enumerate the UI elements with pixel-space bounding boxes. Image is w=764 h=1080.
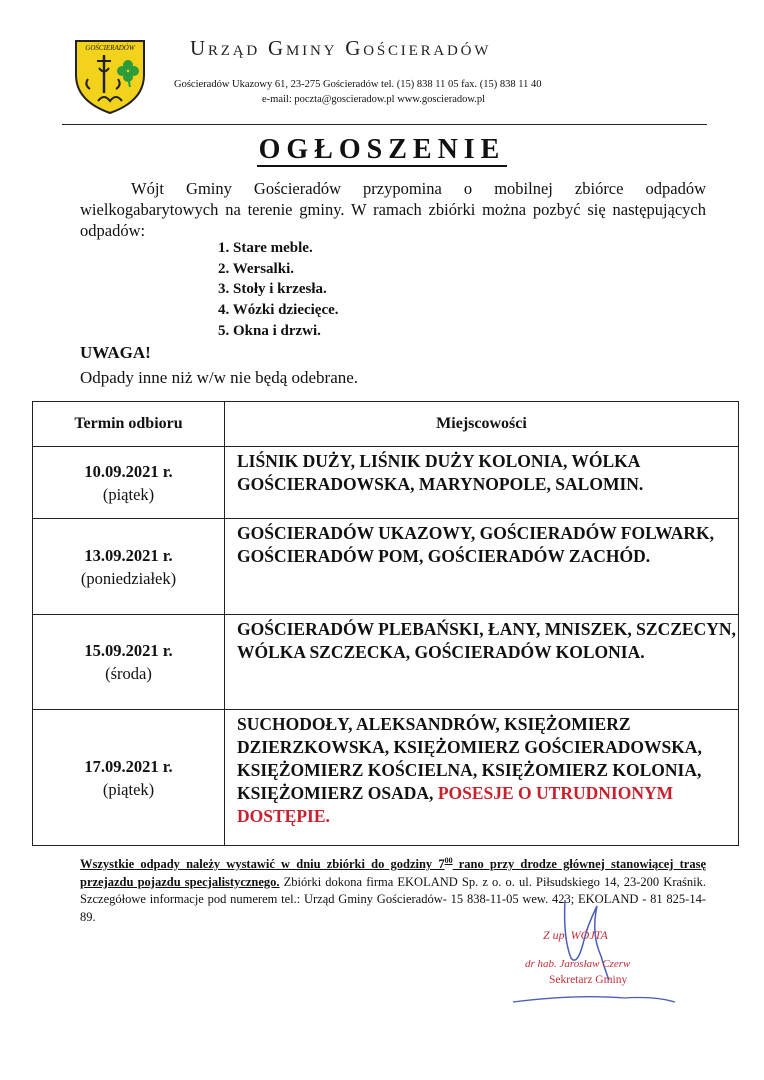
places-cell — [225, 519, 739, 615]
places-cell — [225, 710, 739, 846]
stamp-line-1: Z up. WÓJTA — [543, 928, 608, 942]
waste-items-list — [218, 238, 339, 342]
footer-underlined-text-2: rano przy drodze głównej stanowiącej trasę przejazdu pojazdu specjalistycznego. — [80, 857, 706, 889]
heading-text: OGŁOSZENIE — [258, 134, 506, 165]
table-header-row — [33, 402, 739, 447]
pickup-weekday: (piątek) — [102, 484, 155, 504]
pickup-date: 15.09.2021 r. — [84, 641, 173, 660]
footer-details: Zbiórki dokona firma EKOLAND Sp. z o. o. ul. Piłsudskiego 14, 23-200 Kraśnik. Szczegółowe informacje pod numerem tel.: Urząd Gminy Gościeradów- 15 838-11-05 wew. 423; EKOLAND - 81 825-14-89. — [80, 874, 706, 924]
office-title: Urząd Gminy Gościeradów — [190, 36, 492, 60]
pickup-date: 10.09.2021 r. — [84, 461, 173, 481]
list-item: 5. Okna i drzwi. — [218, 322, 321, 339]
list-item: 3. Stoły i krzesła. — [218, 281, 327, 298]
schedule-table — [32, 401, 739, 846]
announcement-heading — [0, 134, 764, 166]
table-row — [33, 710, 739, 846]
intro-text: Wójt Gminy Gościeradów przypomina o mobilnej zbiórce odpadów wielkogabarytowych na terenie gminy. W ramach zbiórki można pozbyć się następujących odpadów: — [80, 179, 706, 240]
handwritten-signature-icon — [505, 898, 695, 1008]
places-text: SUCHODOŁY, ALEKSANDRÓW, KSIĘŻOMIERZ DZIERZKOWSKA, KSIĘŻOMIERZ GOŚCIERADOWSKA, KSIĘŻOMIERZ KOŚCIELNA, KSIĘŻOMIERZ KOLONIA, KSIĘŻOMIERZ OSADA, — [237, 714, 702, 803]
intro-paragraph — [80, 178, 706, 241]
pickup-weekday: (piątek) — [102, 779, 155, 799]
stamp-line-2: dr hab. Jarosław Czerw — [525, 958, 631, 970]
places-cell — [225, 615, 739, 710]
restricted-access-note: POSESJE O UTRUDNIONYM DOSTĘPIE. — [237, 783, 674, 826]
table-row — [33, 615, 739, 710]
column-header-date: Termin odbioru — [33, 402, 225, 447]
pickup-date-cell — [33, 447, 225, 519]
address-line: Gościeradów Ukazowy 61, 23-275 Gościeradów tel. (15) 838 11 05 fax. (15) 838 11 40 — [174, 79, 542, 90]
footer-underlined-text: Wszystkie odpady należy wystawić w dniu zbiórki do godziny 7 — [80, 857, 445, 872]
list-item: 4. Wózki dziecięce. — [218, 302, 339, 319]
stamp-line-3: Sekretarz Gminy — [549, 974, 628, 986]
list-item: 2. Wersalki. — [218, 260, 294, 277]
pickup-weekday: (poniedziałek) — [80, 568, 177, 588]
header-divider — [62, 124, 707, 125]
table-row — [33, 447, 739, 519]
pickup-date-cell — [33, 710, 225, 846]
pickup-date-cell — [33, 519, 225, 615]
municipality-coat-of-arms-logo — [70, 35, 150, 115]
places-text: LIŚNIK DUŻY, LIŚNIK DUŻY KOLONIA, WÓLKA GOŚCIERADOWSKA, MARYNOPOLE, SALOMIN. — [237, 451, 644, 494]
pickup-date: 17.09.2021 r. — [84, 756, 173, 776]
signature-stamp — [505, 898, 695, 1008]
list-item: 1. Stare meble. — [218, 240, 313, 256]
footer-time-superscript: 00 — [444, 856, 453, 865]
table-row — [33, 519, 739, 615]
contact-line: e-mail: poczta@goscieradow.pl www.goscieradow.pl — [262, 94, 486, 105]
pickup-date: 13.09.2021 r. — [84, 545, 173, 565]
places-text: GOŚCIERADÓW PLEBAŃSKI, ŁANY, MNISZEK, SZCZECYN, WÓLKA SZCZECKA, GOŚCIERADÓW KOLONIA. — [237, 619, 736, 662]
places-text: GOŚCIERADÓW UKAZOWY, GOŚCIERADÓW FOLWARK, GOŚCIERADÓW POM, GOŚCIERADÓW ZACHÓD. — [237, 523, 714, 566]
pickup-weekday: (środa) — [105, 664, 152, 683]
pickup-date-cell — [33, 615, 225, 710]
places-cell — [225, 447, 739, 519]
warning-text: Odpady inne niż w/w nie będą odebrane. — [80, 368, 359, 387]
column-header-places: Miejscowości — [225, 402, 739, 447]
logo-text: GOŚCIERADÓW — [85, 44, 135, 52]
warning-label: UWAGA! — [80, 343, 151, 362]
